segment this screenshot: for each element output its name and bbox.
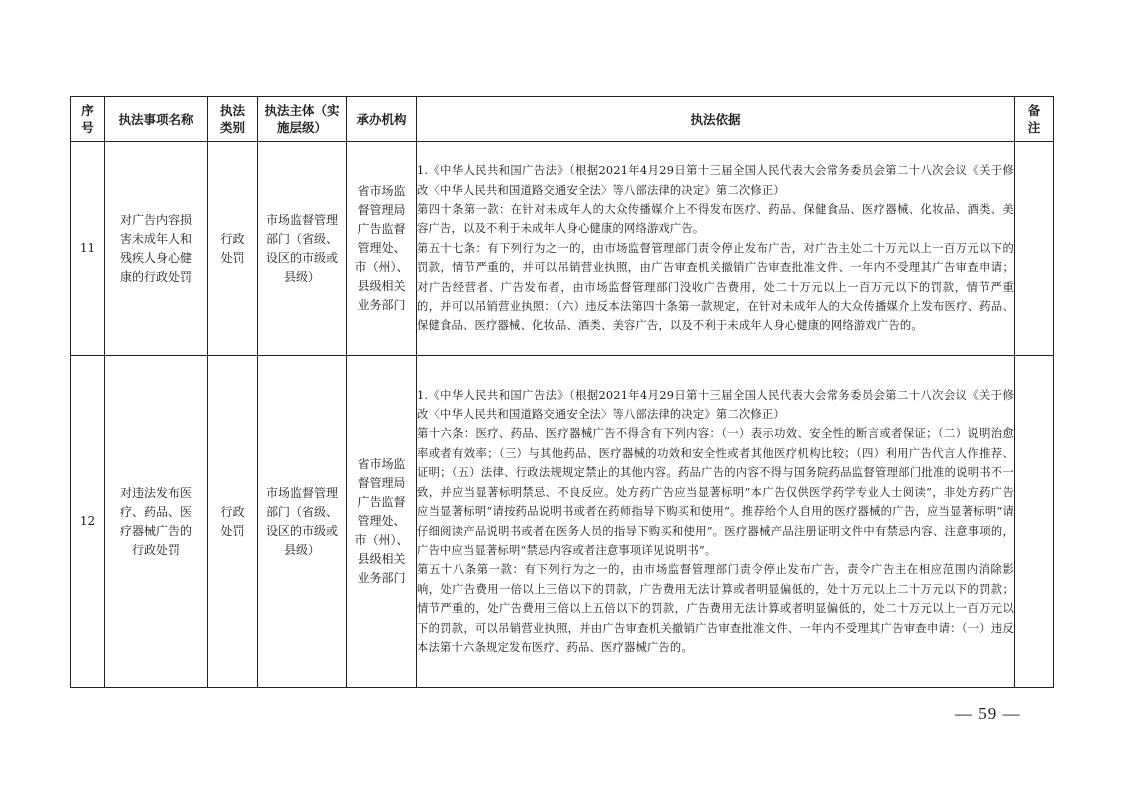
row-org: 省市场监督管理局广告监督管理处、市（州）、县级相关业务部门 bbox=[347, 142, 417, 356]
row-seq: 12 bbox=[71, 356, 105, 688]
enforcement-table bbox=[70, 96, 1054, 688]
basis-paragraph: 第五十八条第一款：有下列行为之一的，由市场监督管理部门责令停止发布广告，责令广告主在相应范围内消除影响，处广告费用一倍以上三倍以下的罚款，广告费用无法计算或者明显偏低的，处十万元以上二十万元以下的罚款；情节严重的，处广告费用三倍以上五倍以下的罚款，广告费用无法计算或者明显偏低的，处二十万元以上一百万元以下的罚款，可以吊销营业执照，并由广告审查机关撤销广告审查批准文件、一年内不受理其广告审查申请：（一）违反本法第十六条规定发布医疗、药品、医疗器械广告的。 bbox=[417, 563, 1014, 654]
basis-paragraph: 1.《中华人民共和国广告法》（根据2021年4月29日第十三届全国人民代表大会常务委员会第二十八次会议《关于修改〈中华人民共和国道路交通安全法〉等八部法律的决定》第二次修正） bbox=[417, 388, 1014, 422]
basis-paragraph: 1.《中华人民共和国广告法》（根据2021年4月29日第十三届全国人民代表大会常务委员会第二十八次会议《关于修改〈中华人民共和国道路交通安全法〉等八部法律的决定》第二次修正） bbox=[417, 164, 1014, 197]
row-subject: 市场监督管理部门（省级、设区的市级或县级） bbox=[258, 142, 347, 356]
header-remark: 备注 bbox=[1015, 97, 1054, 142]
table-row bbox=[71, 142, 1054, 356]
header-basis: 执法依据 bbox=[417, 97, 1015, 142]
row-remark bbox=[1015, 142, 1054, 356]
header-seq: 序号 bbox=[71, 97, 105, 142]
header-org: 承办机构 bbox=[347, 97, 417, 142]
row-basis bbox=[417, 356, 1015, 688]
header-subject: 执法主体（实施层级） bbox=[258, 97, 347, 142]
row-name: 对广告内容损害未成年人和残疾人身心健康的行政处罚 bbox=[105, 142, 208, 356]
row-name: 对违法发布医疗、药品、医疗器械广告的行政处罚 bbox=[105, 356, 208, 688]
page-number: — 59 — bbox=[955, 704, 1021, 723]
header-type: 执法类别 bbox=[208, 97, 258, 142]
basis-paragraph: 第十六条：医疗、药品、医疗器械广告不得含有下列内容：（一）表示功效、安全性的断言或者保证；（二）说明治愈率或者有效率；（三）与其他药品、医疗器械的功效和安全性或者其他医疗机构比较；（四）利用广告代言人作推荐、证明；（五）法律、行政法规规定禁止的其他内容。药品广告的内容不得与国务院药品监督管理部门批准的说明书不一致，并应当显著标明禁忌、不良反应。处方药广告应当显著标明“本广告仅供医学药学专业人士阅读”，非处方药广告应当显著标明“请按药品说明书或者在药师指导下购买和使用”。推荐给个人自用的医疗器械的广告，应当显著标明“请仔细阅读产品说明书或者在医务人员的指导下购买和使用”。医疗器械产品注册证明文件中有禁忌内容、注意事项的，广告中应当显著标明“禁忌内容或者注意事项详见说明书”。 bbox=[417, 427, 1014, 557]
row-basis bbox=[417, 142, 1015, 356]
row-remark bbox=[1015, 356, 1054, 688]
row-type: 行政处罚 bbox=[208, 142, 258, 356]
header-name: 执法事项名称 bbox=[105, 97, 208, 142]
table-row bbox=[71, 356, 1054, 688]
basis-paragraph: 第四十条第一款：在针对未成年人的大众传播媒介上不得发布医疗、药品、保健食品、医疗器械、化妆品、酒类、美容广告，以及不利于未成年人身心健康的网络游戏广告。 bbox=[417, 202, 1014, 236]
basis-paragraph: 第五十七条：有下列行为之一的，由市场监督管理部门责令停止发布广告，对广告主处二十万元以上一百万元以下的罚款，情节严重的，并可以吊销营业执照，由广告审查机关撤销广告审查批准文件、一年内不受理其广告审查申请；对广告经营者、广告发布者，由市场监督管理部门没收广告费用，处二十万元以上一百万元以下的罚款，情节严重的，并可以吊销营业执照：（六）违反本法第四十条第一款规定，在针对未成年人的大众传播媒介上发布医疗、药品、保健食品、医疗器械、化妆品、酒类、美容广告，以及不利于未成年人身心健康的网络游戏广告的。 bbox=[417, 241, 1014, 333]
header-row bbox=[71, 97, 1054, 142]
row-org: 省市场监督管理局广告监督管理处、市（州）、县级相关业务部门 bbox=[347, 356, 417, 688]
row-seq: 11 bbox=[71, 142, 105, 356]
row-subject: 市场监督管理部门（省级、设区的市级或县级） bbox=[258, 356, 347, 688]
row-type: 行政处罚 bbox=[208, 356, 258, 688]
